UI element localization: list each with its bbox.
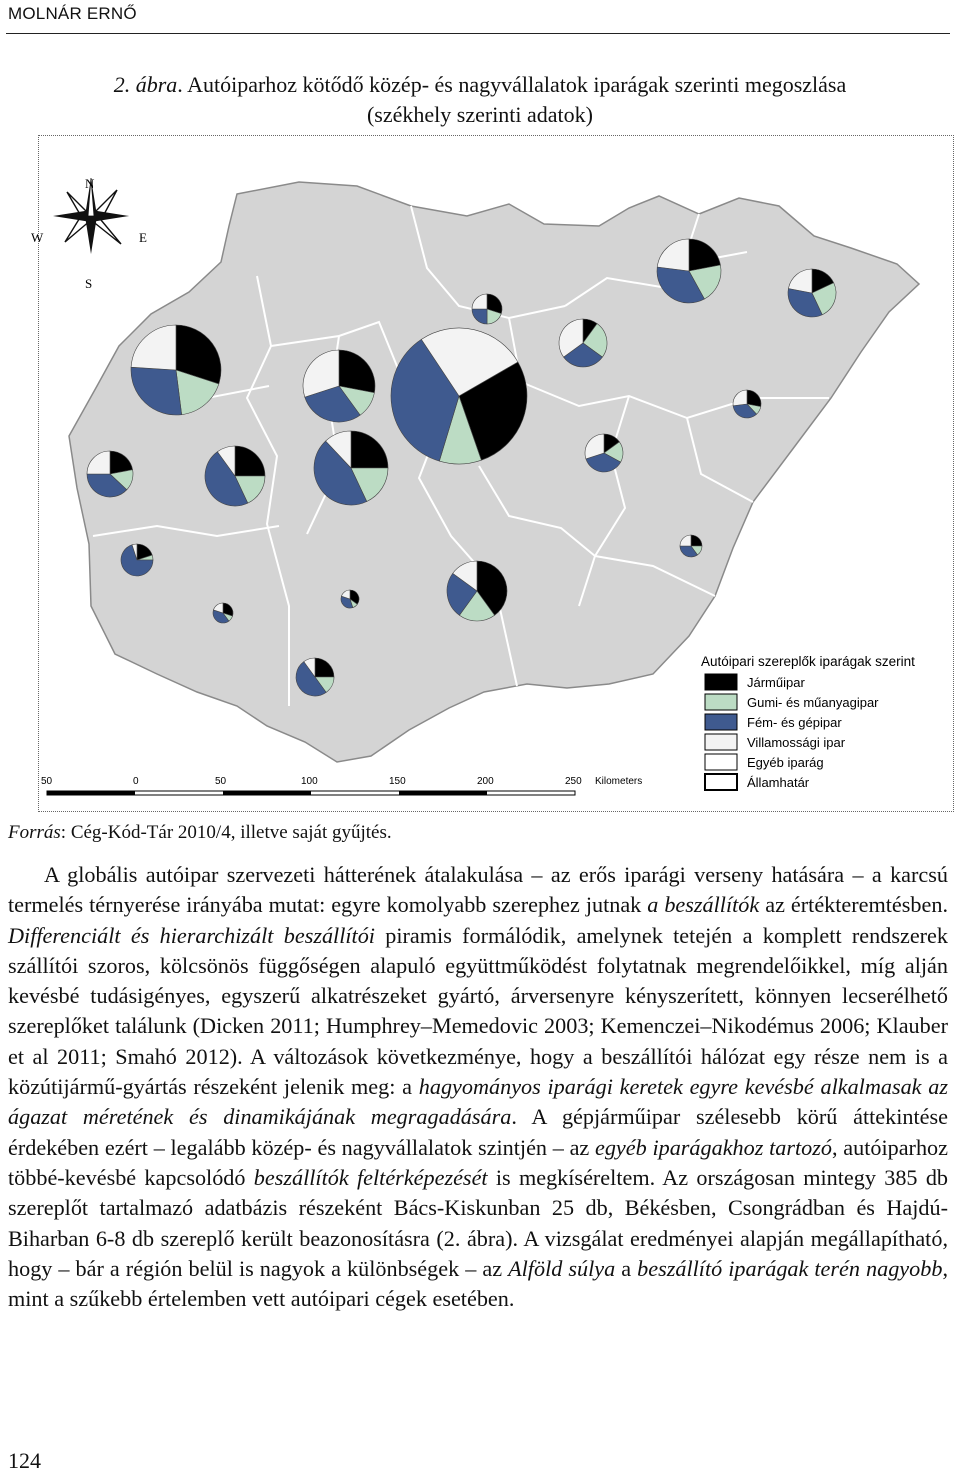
compass-e: E xyxy=(139,230,147,245)
body-s8: , mint a szűkebb értelemben vett autóipari cégek esetében. xyxy=(8,1255,948,1312)
legend-swatch-villamossagi xyxy=(705,734,737,750)
pie-symbol xyxy=(788,269,836,317)
scale-tick-0: 50 xyxy=(41,776,53,787)
legend-swatch-gumi xyxy=(705,694,737,710)
figure-source xyxy=(8,822,392,844)
figure-title-1: . Autóiparhoz kötődő közép- és nagyvállalatok iparágak szerinti megoszlása xyxy=(177,72,847,97)
scale-tick-3: 100 xyxy=(301,776,318,787)
page-number: 124 xyxy=(8,1448,41,1473)
body-s1-em: a beszállítók xyxy=(647,892,760,918)
source-label: Forrás xyxy=(8,822,61,843)
pie-symbol xyxy=(303,350,375,422)
pie-symbol xyxy=(131,325,221,415)
legend-swatch-allamhatar xyxy=(705,774,737,790)
scale-tick-2: 50 xyxy=(215,776,227,787)
source-text: : Cég-Kód-Tár 2010/4, illetve saját gyűjtés. xyxy=(60,822,392,843)
body-s3-em: hagyományos iparági keretek egyre kevésbé alkalmasak az ágazat méretének és dinamikájának megragadására xyxy=(8,1074,949,1130)
figure-caption xyxy=(0,70,960,130)
body-s2-em: Differenciált és hierarchizált beszállítói xyxy=(8,922,375,948)
compass-n: N xyxy=(85,176,95,191)
body-s5: , autóiparhoz többé-kevésbé kapcsolódó xyxy=(8,1134,948,1190)
compass-w: W xyxy=(31,230,44,245)
scale-tick-4: 150 xyxy=(389,776,406,787)
map-legend xyxy=(701,654,915,790)
pie-symbol xyxy=(296,658,334,696)
body-s5-em: beszállítók feltérképezését xyxy=(253,1164,488,1190)
pie-symbol xyxy=(341,590,359,608)
body-s4: . A gépjárműipar szélesebb körű áttekintése érdekében ezért – legalább közép- és nagyvállalatok szintjén – az xyxy=(8,1104,948,1160)
scale-tick-5: 200 xyxy=(477,776,494,787)
legend-label-3: Villamossági ipar xyxy=(747,735,846,750)
header-rule xyxy=(6,33,950,34)
body-text xyxy=(8,860,948,1314)
legend-label-2: Fém- és gépipar xyxy=(747,715,842,730)
compass-rose xyxy=(31,176,147,291)
pie-symbol xyxy=(472,294,502,324)
figure-title-2: (székhely szerinti adatok) xyxy=(366,102,593,127)
body-s4-em: egyéb iparágakhoz tartozó xyxy=(594,1134,832,1160)
body-s7-em: beszállító iparágak terén nagyobb xyxy=(637,1255,943,1281)
pie-symbol xyxy=(314,431,388,505)
scale-tick-1: 0 xyxy=(133,776,139,787)
compass-s: S xyxy=(85,276,93,291)
body-s1: A globális autóipar szervezeti hátterének átalakulása – az erős iparági verseny hatására – a karcsú termelés térnyerése irányába mutat: egyre komolyabb szerephez jutnak xyxy=(8,862,948,918)
scale-tick-6: 250 xyxy=(565,776,582,787)
pie-symbol xyxy=(733,390,761,418)
legend-swatch-fem xyxy=(705,714,737,730)
pie-symbol xyxy=(680,535,702,557)
body-paragraph xyxy=(8,860,948,1314)
map-figure xyxy=(31,135,954,812)
pie-symbol xyxy=(121,544,153,576)
body-s7: a xyxy=(615,1255,638,1281)
scale-bar xyxy=(41,776,642,795)
legend-swatch-egyeb xyxy=(705,754,737,770)
body-s2: az értékteremtésben. xyxy=(759,892,948,918)
figure-label: 2. ábra xyxy=(113,72,178,97)
legend-label-0: Járműipar xyxy=(747,675,805,690)
scale-unit: Kilometers xyxy=(595,776,643,787)
legend-label-1: Gumi- és műanyagipar xyxy=(747,695,879,710)
legend-label-5: Államhatár xyxy=(747,775,810,790)
pie-symbol xyxy=(205,446,265,506)
body-s3: piramis formálódik, amelynek tetején a komplett rendszerek szállítói szoros, kölcsönös függőségen alapuló együttműködést folytatnak megrendelőikkel, míg alján kevésbé tudásigényes, egyszerű alkatrészeket gyártó, árversenyre kényszerített, könnyen lecserélhető szereplőket találunk (Dicken 2011; Humphrey–Memedovic 2003; Kemenczei–Nikodémus 2006; Klauber et al 2011; Smahó 2012). A változások következménye, hogy a beszállítói hálózat egy része nem is a közútijármű-gyártás részeként jelenik meg: a xyxy=(8,922,948,1100)
pie-symbol xyxy=(447,561,507,621)
legend-label-4: Egyéb iparág xyxy=(747,755,824,770)
pie-symbol xyxy=(559,319,607,367)
pie-symbol xyxy=(213,603,233,623)
caption-line-1 xyxy=(0,70,960,100)
pie-symbol xyxy=(657,239,721,303)
body-s6: is megkíséreltem. Az országosan mintegy 385 db szereplőt tartalmazó adatbázis részeként Bács-Kiskunban 25 db, Békésben, Csongrádban és Hajdú-Biharban 6-8 db szereplő került beazonosításra (2. ábra). A vizsgálat eredményei alapján megállapítható, hogy – bár a régión belül is nagyok a különbségek – az xyxy=(8,1164,949,1281)
hungary-map xyxy=(31,136,953,811)
pie-symbol xyxy=(585,434,623,472)
legend-title: Autóipari szereplők iparágak szerint xyxy=(701,654,915,669)
running-head: MOLNÁR ERNŐ xyxy=(8,4,137,23)
pie-symbol xyxy=(87,451,133,497)
body-s6-em: Alföld súlya xyxy=(508,1255,616,1281)
pie-symbol xyxy=(391,328,527,464)
legend-swatch-jarmuipar xyxy=(705,674,737,690)
